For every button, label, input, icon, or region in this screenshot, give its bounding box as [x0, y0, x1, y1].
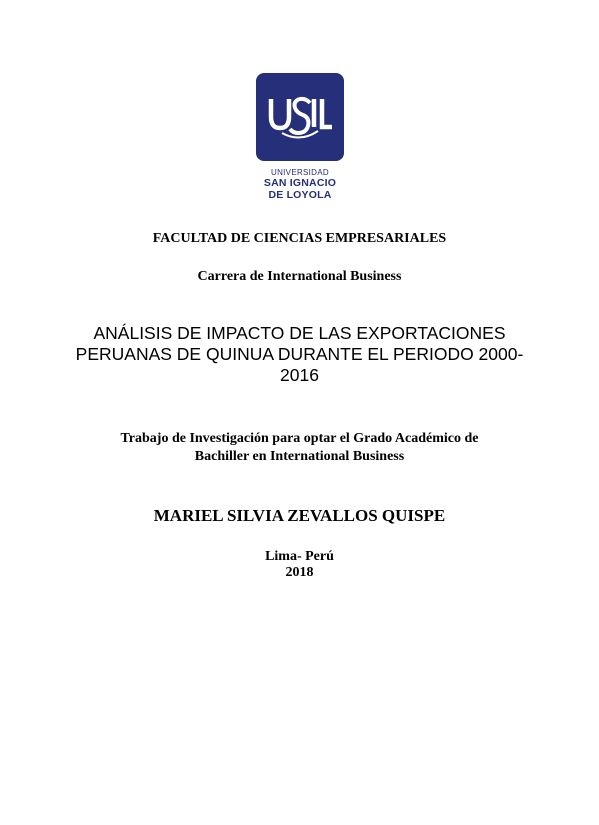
career-heading: Carrera de International Business [197, 269, 402, 284]
logo-line-san-ignacio: SAN IGNACIO [263, 177, 337, 189]
logo-line-universidad: UNIVERSIDAD [271, 168, 329, 177]
usil-emblem [256, 73, 344, 161]
university-logo [255, 72, 345, 202]
degree-statement-line: Bachiller en International Business [194, 449, 405, 464]
thesis-title-line: ANÁLISIS DE IMPACTO DE LAS EXPORTACIONES [93, 323, 506, 343]
thesis-title [40, 323, 559, 386]
degree-statement [40, 430, 559, 466]
author-name: MARIEL SILVIA ZEVALLOS QUISPE [153, 506, 446, 525]
year-label: 2018 [285, 565, 314, 580]
degree-statement-line: Trabajo de Investigación para optar el Grado Académico de [120, 431, 479, 446]
logo-line-de-loyola: DE LOYOLA [268, 189, 332, 201]
faculty-heading: FACULTAD DE CIENCIAS EMPRESARIALES [152, 231, 447, 246]
thesis-title-line: 2016 [280, 365, 319, 385]
thesis-title-line: PERUANAS DE QUINUA DURANTE EL PERIODO 2000- [75, 344, 524, 364]
usil-monogram-icon [256, 73, 344, 161]
place-label: Lima- Perú [265, 549, 334, 564]
